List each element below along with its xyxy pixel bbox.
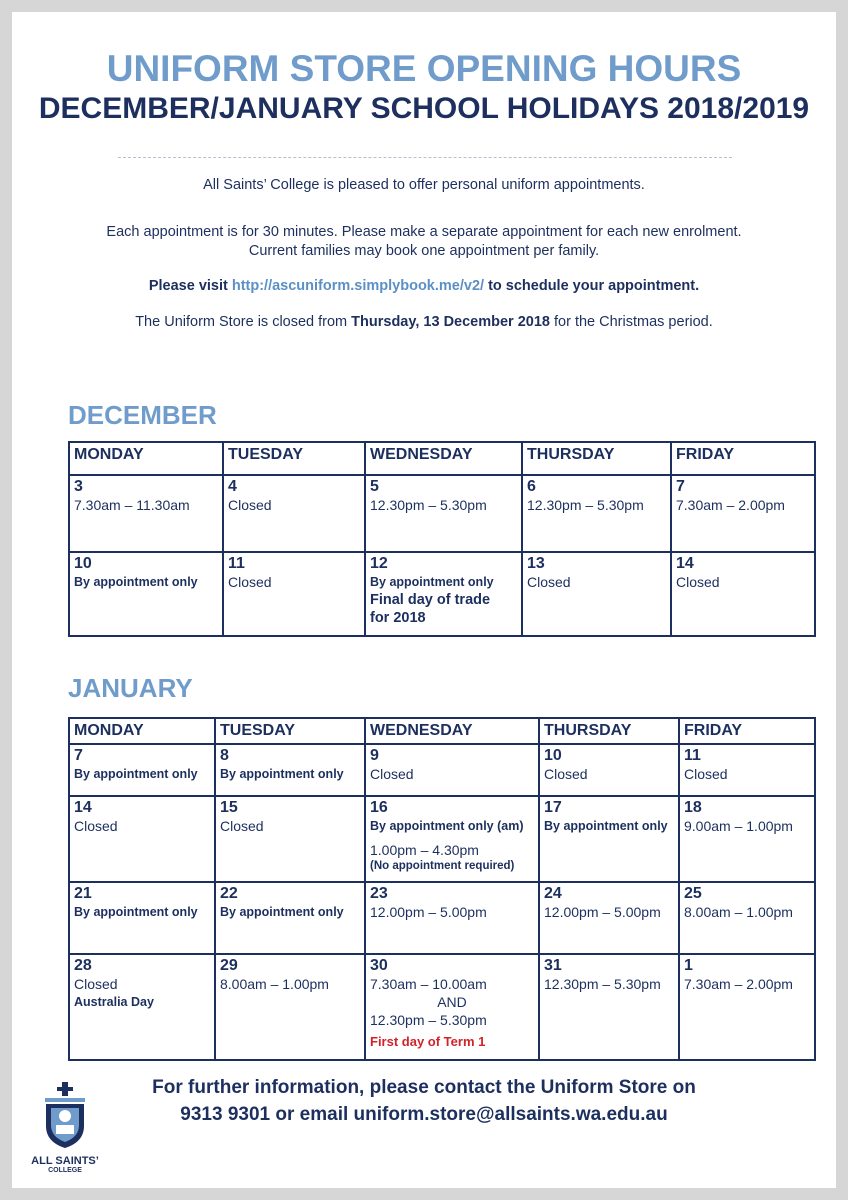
day-number: 8 xyxy=(220,747,229,764)
day-cell xyxy=(215,796,365,882)
visit-post: to schedule your appointment. xyxy=(484,278,700,294)
day-cell xyxy=(539,954,679,1060)
column-header: TUESDAY xyxy=(215,718,365,744)
hours-text: for 2018 xyxy=(370,610,426,626)
hours-text: Closed xyxy=(684,766,728,782)
day-cell xyxy=(365,882,539,954)
day-cell xyxy=(69,796,215,882)
day-number: 16 xyxy=(370,799,388,816)
day-number: 28 xyxy=(74,957,92,974)
column-header: MONDAY xyxy=(69,718,215,744)
day-number: 3 xyxy=(74,478,83,495)
day-cell xyxy=(69,552,223,636)
day-number: 11 xyxy=(684,747,701,764)
hours-text: 7.30am – 2.00pm xyxy=(684,976,793,992)
header-row xyxy=(69,442,815,475)
day-cell xyxy=(223,475,365,552)
hours-text: Closed xyxy=(220,818,264,834)
week-row xyxy=(69,744,815,796)
day-cell xyxy=(69,475,223,552)
hours-text: 12.00pm – 5.00pm xyxy=(370,904,487,920)
day-cell xyxy=(671,552,815,636)
day-number: 13 xyxy=(527,555,545,572)
day-number: 22 xyxy=(220,885,238,902)
day-number: 24 xyxy=(544,885,562,902)
day-cell xyxy=(215,954,365,1060)
hours-text: 7.30am – 11.30am xyxy=(74,497,190,513)
closed-post: for the Christmas period. xyxy=(549,314,713,330)
page-title: UNIFORM STORE OPENING HOURS xyxy=(106,48,742,89)
day-number: 11 xyxy=(228,555,245,572)
hours-text: By appointment only xyxy=(370,575,494,589)
day-number: 23 xyxy=(370,885,388,902)
december-heading: DECEMBER xyxy=(68,400,217,430)
day-number: 6 xyxy=(527,478,536,495)
day-number: 25 xyxy=(684,885,702,902)
column-header: WEDNESDAY xyxy=(365,718,539,744)
hours-text: 7.30am – 10.00am xyxy=(370,976,487,992)
day-number: 4 xyxy=(228,478,237,495)
week-row xyxy=(69,475,815,552)
day-cell xyxy=(679,954,815,1060)
visit-line xyxy=(0,277,848,296)
day-number: 18 xyxy=(684,799,702,816)
hours-text: Australia Day xyxy=(74,995,154,1009)
day-number: 7 xyxy=(74,747,83,764)
day-cell xyxy=(215,744,365,796)
hours-text: By appointment only xyxy=(74,905,198,919)
intro-line-1: All Saints’ College is pleased to offer personal uniform appointments. xyxy=(203,177,645,193)
day-cell xyxy=(365,954,539,1060)
closed-line xyxy=(0,313,848,332)
day-cell xyxy=(522,475,671,552)
day-cell xyxy=(539,796,679,882)
january-heading: JANUARY xyxy=(68,673,193,703)
hours-text: 12.00pm – 5.00pm xyxy=(544,904,661,920)
hours-text: 12.30pm – 5.30pm xyxy=(370,497,487,513)
hours-text: 7.30am – 2.00pm xyxy=(676,497,785,513)
day-cell xyxy=(365,796,539,882)
hours-text: (No appointment required) xyxy=(370,860,515,872)
hours-text: Final day of trade xyxy=(370,592,491,608)
hours-text: By appointment only xyxy=(220,767,344,781)
hours-text: 12.30pm – 5.30pm xyxy=(527,497,644,513)
hours-text: By appointment only (am) xyxy=(370,819,524,833)
day-cell xyxy=(69,954,215,1060)
intro-line-3: Current families may book one appointment per family. xyxy=(248,243,600,259)
header-row xyxy=(69,718,815,744)
day-number: 1 xyxy=(684,957,693,974)
contact-line-2: 9313 9301 or email uniform.store@allsaints.wa.edu.au xyxy=(180,1104,668,1125)
hours-text: Closed xyxy=(676,574,720,590)
hours-text: 12.30pm – 5.30pm xyxy=(544,976,661,992)
hours-text: Closed xyxy=(74,976,118,992)
day-number: 14 xyxy=(74,799,92,816)
hours-text: By appointment only xyxy=(74,575,198,589)
day-number: 21 xyxy=(74,885,92,902)
hours-text: 8.00am – 1.00pm xyxy=(220,976,329,992)
december-table xyxy=(68,441,816,637)
day-cell xyxy=(69,744,215,796)
hours-text: Closed xyxy=(370,766,414,782)
column-header: THURSDAY xyxy=(522,442,671,475)
day-number: 17 xyxy=(544,799,562,816)
day-cell xyxy=(679,744,815,796)
hours-text: Closed xyxy=(228,574,272,590)
logo-name: ALL SAINTS’ xyxy=(31,1155,99,1167)
hours-text: By appointment only xyxy=(544,819,668,833)
day-cell xyxy=(215,882,365,954)
day-number: 9 xyxy=(370,747,379,764)
day-cell xyxy=(365,475,522,552)
hours-text: 9.00am – 1.00pm xyxy=(684,818,793,834)
hours-text: 12.30pm – 5.30pm xyxy=(370,1012,487,1028)
week-row xyxy=(69,552,815,636)
day-number: 10 xyxy=(74,555,92,572)
day-number: 31 xyxy=(544,957,562,974)
column-header: THURSDAY xyxy=(539,718,679,744)
column-header: FRIDAY xyxy=(671,442,815,475)
contact-info xyxy=(100,1074,748,1128)
hours-text: Closed xyxy=(527,574,571,590)
hours-text: Closed xyxy=(544,766,588,782)
hours-text: AND xyxy=(437,994,467,1010)
closed-pre: The Uniform Store is closed from xyxy=(135,314,352,330)
term-note: First day of Term 1 xyxy=(370,1034,486,1049)
hours-text: By appointment only xyxy=(220,905,344,919)
day-number: 10 xyxy=(544,747,562,764)
divider xyxy=(118,157,732,158)
day-number: 15 xyxy=(220,799,238,816)
day-cell xyxy=(671,475,815,552)
hours-text: Closed xyxy=(228,497,272,513)
day-cell xyxy=(365,744,539,796)
day-number: 5 xyxy=(370,478,379,495)
day-cell xyxy=(539,882,679,954)
week-row xyxy=(69,796,815,882)
hours-text: 1.00pm – 4.30pm xyxy=(370,842,479,858)
column-header: FRIDAY xyxy=(679,718,815,744)
visit-pre: Please visit xyxy=(148,278,232,294)
college-logo xyxy=(30,1080,100,1174)
day-cell xyxy=(365,552,522,636)
column-header: MONDAY xyxy=(69,442,223,475)
january-table xyxy=(68,717,816,1061)
day-cell xyxy=(69,882,215,954)
logo-sub: COLLEGE xyxy=(48,1167,82,1174)
hours-text: 8.00am – 1.00pm xyxy=(684,904,793,920)
day-number: 7 xyxy=(676,478,685,495)
day-number: 29 xyxy=(220,957,238,974)
day-cell xyxy=(522,552,671,636)
column-header: TUESDAY xyxy=(223,442,365,475)
day-cell xyxy=(539,744,679,796)
booking-link[interactable]: http://ascuniform.simplybook.me/v2/ xyxy=(231,278,485,294)
contact-line-1: For further information, please contact the Uniform Store on xyxy=(152,1077,696,1098)
day-number: 12 xyxy=(370,555,388,572)
day-cell xyxy=(679,796,815,882)
page-subtitle: DECEMBER/JANUARY SCHOOL HOLIDAYS 2018/2019 xyxy=(38,92,810,125)
closed-date: Thursday, 13 December 2018 xyxy=(351,314,550,330)
day-cell xyxy=(679,882,815,954)
column-header: WEDNESDAY xyxy=(365,442,522,475)
hours-text: Closed xyxy=(74,818,118,834)
week-row xyxy=(69,954,815,1060)
day-cell xyxy=(223,552,365,636)
day-number: 30 xyxy=(370,957,388,974)
day-number: 14 xyxy=(676,555,694,572)
week-row xyxy=(69,882,815,954)
college-crest-icon xyxy=(40,1080,90,1150)
intro-line-2: Each appointment is for 30 minutes. Please make a separate appointment for each new enrolment. xyxy=(106,224,742,240)
hours-text: By appointment only xyxy=(74,767,198,781)
